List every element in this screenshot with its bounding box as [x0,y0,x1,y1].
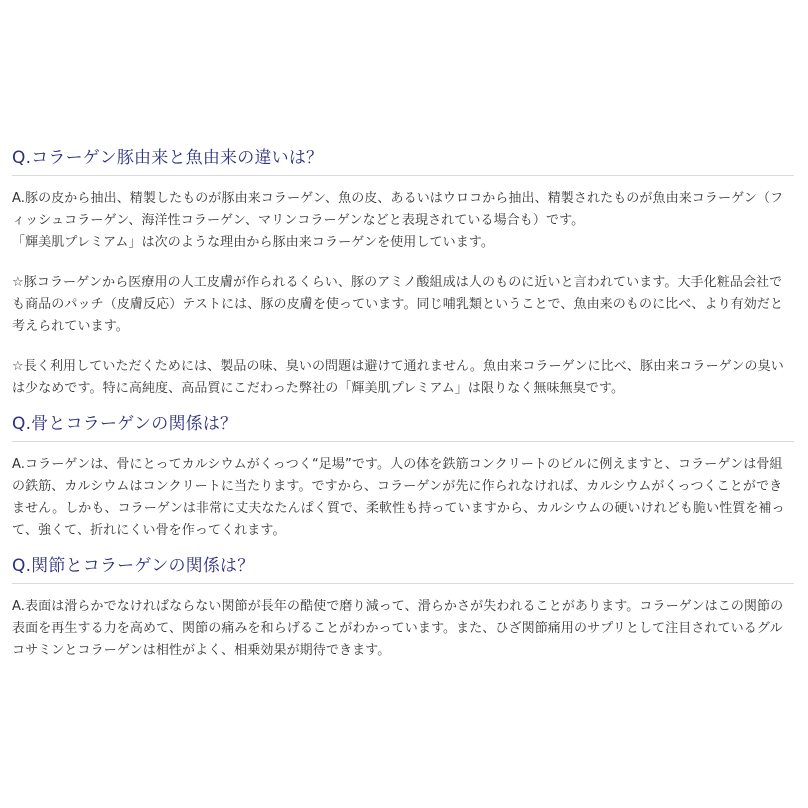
paragraph-spacer [12,338,794,356]
answer-paragraph: ☆豚コラーゲンから医療用の人工皮膚が作られるくらい、豚のアミノ酸組成は人のものに近いと言われています。大手化粧品会社でも商品のパッチ（皮膚反応）テストには、豚の皮膚を使っています。同じ哺乳類ということで、魚由来のものに比べ、より有効だと考えられています。 [12,275,784,334]
paragraph-spacer [12,254,794,272]
answer-paragraph: A.表面は滑らかでなければならない関節が長年の酷使で磨り減って、滑らかさが失われることがあります。コラーゲンはこの関節の表面を再生する力を高めて、関節の痛みを和らげることがわかっています。また、ひざ関節痛用のサプリとして注目されているグルコサミンとコラーゲンは相性がよく、相乗効果が期待できます。 [12,599,784,658]
answer-paragraph: A.豚の皮から抽出、精製したものが豚由来コラーゲン、魚の皮、あるいはウロコから抽出、精製されたものが魚由来コラーゲン（フィッシュコラーゲン、海洋性コラーゲン、マリンコラーゲンなどと表現されている場合も）です。 [12,191,784,228]
faq-content [12,146,794,670]
question-heading: Q.関節とコラーゲンの関係は？ [12,554,794,584]
question-heading: Q.コラーゲン豚由来と魚由来の違いは？ [12,146,794,176]
question-heading: Q.骨とコラーゲンの関係は？ [12,412,794,442]
answer-paragraph: ☆長く利用していただくためには、製品の味、臭いの問題は避けて通れません。魚由来コラーゲンに比べ、豚由来コラーゲンの臭いは少なめです。特に高純度、高品質にこだわった弊社の「輝美肌プレミアム」は限りなく無味無臭です。 [12,359,784,396]
qa-section-pig-vs-fish [12,146,794,400]
answer-paragraph: 「輝美肌プレミアム」は次のような理由から豚由来コラーゲンを使用しています。 [12,235,494,250]
answer-paragraph: A.コラーゲンは、骨にとってカルシウムがくっつく“足場”です。人の体を鉄筋コンクリートのビルに例えますと、コラーゲンは骨組の鉄筋、カルシウムはコンクリートに当たります。ですから、コラーゲンが先に作られなければ、カルシウムがくっつくことができません。しかも、コラーゲンは非常に丈夫なたんぱく質で、柔軟性も持っていますから、カルシウムの硬いけれども脆い性質を補って、強くて、折れにくい骨を作ってくれます。 [12,457,785,538]
qa-section-joint [12,554,794,662]
qa-section-bone [12,412,794,542]
